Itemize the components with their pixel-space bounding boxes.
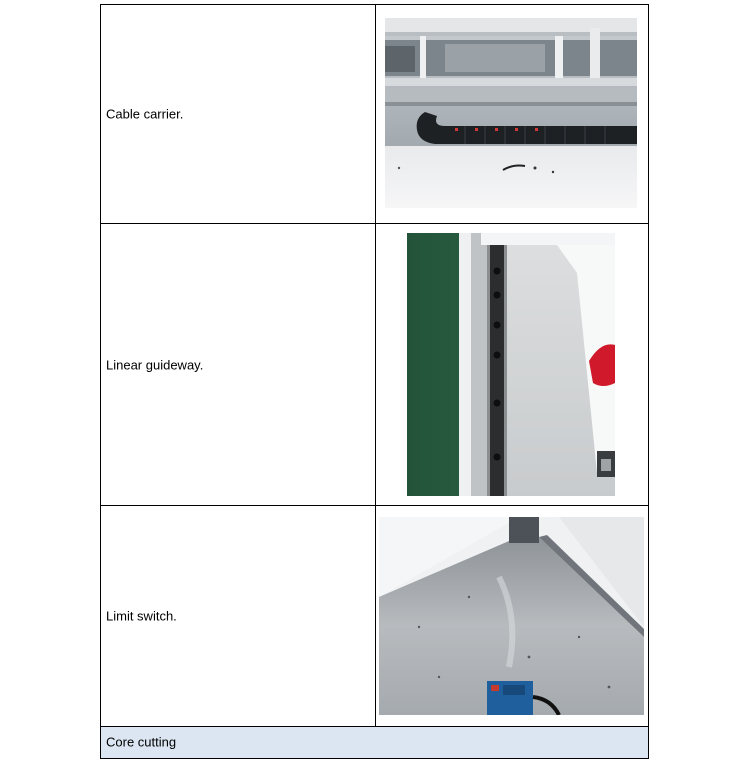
label-cell	[101, 224, 376, 505]
table-row	[101, 5, 648, 224]
row-label: Linear guideway.	[106, 357, 204, 372]
image-cell	[376, 224, 648, 505]
label-cell	[101, 5, 376, 223]
section-header-row	[101, 727, 648, 758]
image-cell	[376, 5, 648, 223]
row-label: Limit switch.	[106, 608, 177, 624]
section-title: Core cutting	[106, 734, 177, 750]
linear-guideway-photo	[407, 233, 615, 496]
label-cell	[101, 506, 376, 726]
component-table	[100, 4, 649, 759]
limit-switch-photo	[379, 517, 644, 715]
row-label: Cable carrier.	[106, 106, 184, 122]
image-cell	[376, 506, 648, 726]
cable-carrier-photo	[385, 18, 637, 208]
table-row	[101, 224, 648, 506]
table-row	[101, 506, 648, 727]
